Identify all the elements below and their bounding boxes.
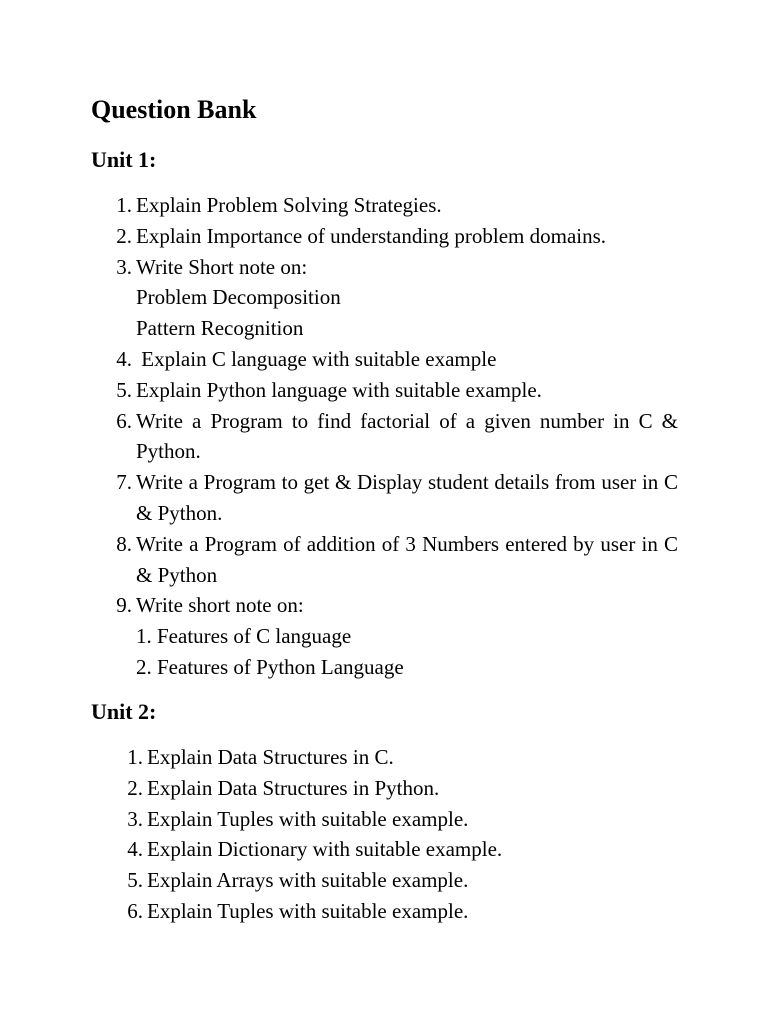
question-text: Write short note on:: [136, 593, 304, 618]
question-sub-item: 1. Features of C language: [136, 624, 352, 649]
question-text: Write Short note on:: [136, 254, 308, 279]
question-item: [116, 467, 678, 529]
question-text: Explain Arrays with suitable example.: [147, 868, 469, 893]
question-text: Explain Data Structures in Python.: [147, 775, 440, 800]
question-number: 2.: [116, 223, 132, 248]
question-sub-item: Pattern Recognition: [136, 316, 304, 341]
question-number: 1.: [127, 745, 143, 769]
question-item: [127, 834, 667, 865]
question-item: [116, 375, 678, 406]
unit-2-heading: Unit 2:: [91, 699, 157, 724]
question-item: [116, 590, 678, 682]
question-number: 6.: [127, 898, 143, 923]
question-number: 8.: [116, 531, 132, 556]
question-text: Explain Problem Solving Strategies.: [136, 193, 442, 217]
question-item: [116, 406, 678, 468]
question-text: Explain Tuples with suitable example.: [147, 806, 469, 831]
question-number: 4.: [127, 837, 143, 862]
question-number: 7.: [116, 470, 132, 495]
question-text: Explain Tuples with suitable example.: [147, 898, 469, 923]
question-text: Explain Data Structures in C.: [147, 745, 394, 769]
page-title: Question Bank: [91, 95, 257, 124]
question-item: [127, 742, 667, 773]
question-item: [116, 529, 678, 591]
question-sub-item: 2. Features of Python Language: [136, 654, 404, 679]
question-number: 3.: [116, 254, 132, 279]
question-item: [127, 896, 667, 927]
question-item: [116, 190, 678, 221]
unit-2-question-list: [127, 742, 667, 927]
question-text: Write a Program to get & Display student details from user in C & Python.: [136, 470, 678, 525]
question-number: 3.: [127, 806, 143, 831]
question-text: Explain Dictionary with suitable example.: [147, 837, 503, 862]
question-text: Write a Program of addition of 3 Numbers entered by user in C & Python: [136, 531, 678, 587]
question-text: Explain C language with suitable example: [136, 346, 497, 371]
question-text: Write a Program to find factorial of a given number in C & Python.: [136, 408, 678, 464]
question-item: [127, 865, 667, 896]
unit-1-question-list: [116, 190, 678, 683]
question-number: 1.: [116, 193, 132, 217]
question-number: 6.: [116, 408, 132, 433]
question-number: 5.: [116, 377, 132, 402]
question-item: [116, 252, 678, 344]
question-number: 2.: [127, 775, 143, 800]
question-sub-item: Problem Decomposition: [136, 285, 341, 310]
question-number: 4.: [116, 346, 132, 371]
question-number: 5.: [127, 868, 143, 893]
question-item: [127, 773, 667, 804]
unit-1-heading: Unit 1:: [91, 147, 157, 172]
question-text: Explain Importance of understanding problem domains.: [136, 223, 607, 248]
question-item: [127, 804, 667, 835]
question-number: 9.: [116, 593, 132, 618]
question-item: [116, 221, 678, 252]
question-item: [116, 344, 678, 375]
question-text: Explain Python language with suitable example.: [136, 377, 542, 402]
